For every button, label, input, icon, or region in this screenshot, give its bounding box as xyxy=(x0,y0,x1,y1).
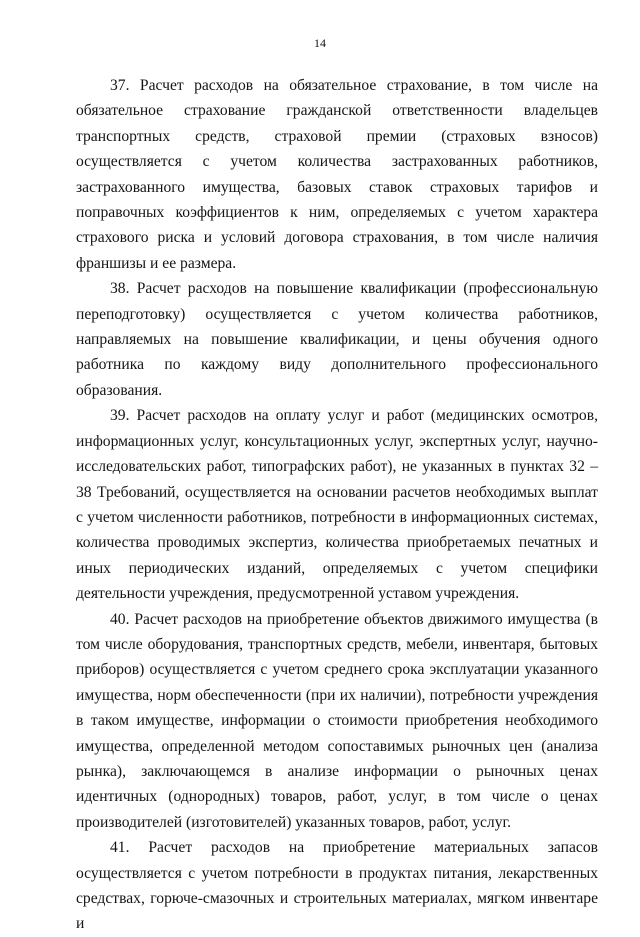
page-number: 14 xyxy=(314,36,326,50)
paragraph-38: 38. Расчет расходов на повышение квалификации (профессиональную переподготовку) осуществляется с учетом количества работников, направляемых на повышение квалификации, и цены обучения одного работника по каждому виду дополнительного профессионального образования. xyxy=(76,280,598,399)
paragraph-39: 39. Расчет расходов на оплату услуг и работ (медицинских осмотров, информационных услуг, консультационных услуг, экспертных услуг, научно-исследовательских работ, типографских работ), не указанных в пунктах 32 – 38 Требований, осуществляется на основании расчетов необходимых выплат с учетом численности работников, потребности в информационных системах, количества проводимых экспертиз, количества приобретаемых печатных и иных периодических изданий, определяемых с учетом специфики деятельности учреждения, предусмотренной уставом учреждения. xyxy=(76,407,598,603)
paragraph-37: 37. Расчет расходов на обязательное страхование, в том числе на обязательное страхование гражданской ответственности владельцев транспортных средств, страховой премии (страховых взносов) осуществляется с учетом количества застрахованных работников, застрахованного имущества, базовых ставок страховых тарифов и поправочных коэффициентов к ним, определяемых с учетом характера страхового риска и условий договора страхования, в том числе наличия франшизы и ее размера. xyxy=(76,77,598,272)
paragraph-40: 40. Расчет расходов на приобретение объектов движимого имущества (в том числе оборудования, транспортных средств, мебели, инвентаря, бытовых приборов) осуществляется с учетом среднего срока эксплуатации указанного имущества, норм обеспеченности (при их наличии), потребности учреждения в таком имуществе, информации о стоимости приобретения необходимого имущества, определенной методом сопоставимых рыночных цен (анализа рынка), заключающемся в анализе информации о рыночных ценах идентичных (однородных) товаров, работ, услуг, в том числе о ценах производителей (изготовителей) указанных товаров, работ, услуг. xyxy=(76,610,598,831)
document-body xyxy=(76,73,598,937)
paragraph-41: 41. Расчет расходов на приобретение материальных запасов осуществляется с учетом потребности в продуктах питания, лекарственных средствах, горюче-смазочных и строительных материалах, мягком инвентаре и xyxy=(76,839,598,933)
